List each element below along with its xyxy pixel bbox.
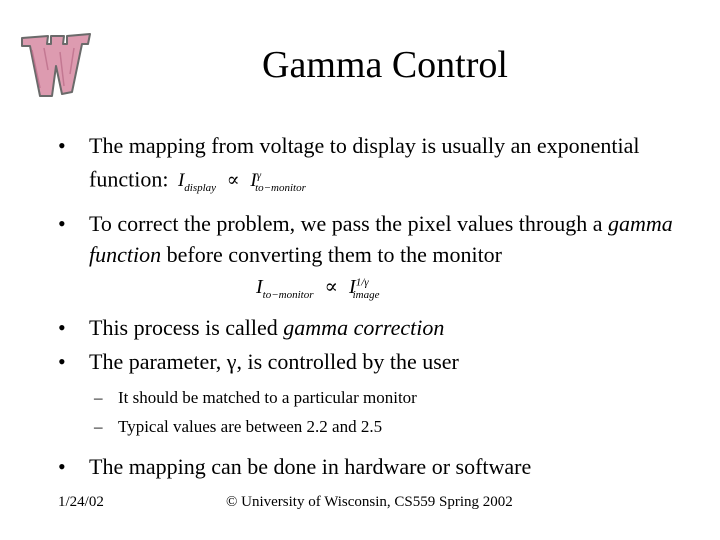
bullet-text: The mapping can be done in hardware or software <box>89 454 532 480</box>
bullet-italic: gamma correction <box>283 315 445 341</box>
bullet-item-5 <box>58 451 698 482</box>
footer-credit: © University of Wisconsin, CS559 Spring 2002 <box>226 494 513 510</box>
bullet-item-3 <box>58 312 698 343</box>
bullet-marker: • <box>58 454 66 480</box>
bullet-italic: gamma function <box>89 211 673 268</box>
bullet-text: The parameter, γ, is controlled by the user <box>89 349 459 375</box>
bullet-list <box>58 130 698 482</box>
sub-bullet-text: Typical values are between 2.2 and 2.5 <box>118 417 383 437</box>
bullet-item-4 <box>58 346 698 377</box>
bullet-text: This process is called <box>89 315 278 341</box>
sub-bullet-1 <box>58 383 698 412</box>
sub-bullet-marker: – <box>94 388 103 408</box>
display-formula: $I_{display} \propto I^\gamma_{to-monitor}$ <box>177 170 306 195</box>
bullet-item-2 <box>58 208 698 270</box>
footer-date: 1/24/02 <box>58 494 104 510</box>
sub-bullet-marker: – <box>94 417 103 437</box>
bullet-text: before converting them to the monitor <box>166 242 503 268</box>
slide-title: Gamma Control <box>262 44 508 86</box>
sub-bullet-text: It should be matched to a particular monitor <box>118 388 417 408</box>
bullet-marker: • <box>58 211 66 237</box>
bullet-text: To correct the problem, we pass the pixel values through a <box>89 211 603 237</box>
bullet-text: The mapping from voltage to display is usually an exponential function: <box>89 133 640 192</box>
bullet-marker: • <box>58 349 66 375</box>
university-w-logo <box>18 30 94 100</box>
bullet-marker: • <box>58 315 66 341</box>
sub-bullet-2 <box>58 412 698 441</box>
bullet-item-1 <box>58 130 698 204</box>
logo-w-shape <box>22 34 90 96</box>
bullet-marker: • <box>58 133 66 158</box>
correction-formula: $I_{to-monitor} \propto I^{1/\gamma}_{image}$ <box>256 276 380 302</box>
